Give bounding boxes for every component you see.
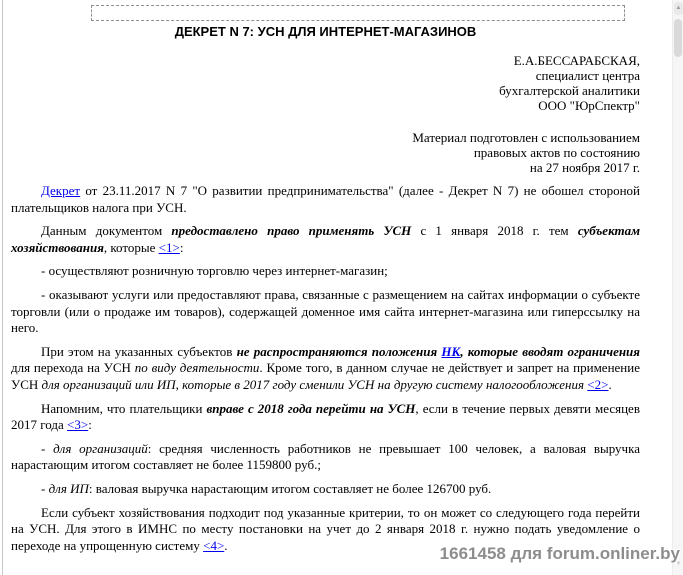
author-line: ООО "ЮрСпектр" xyxy=(538,98,640,113)
document-body xyxy=(11,183,640,554)
prepared-line: правовых актов по состоянию xyxy=(473,145,640,160)
text-run: При этом на указанных субъектов xyxy=(41,343,237,359)
paragraph xyxy=(11,401,640,434)
inline-link[interactable]: Декрет xyxy=(41,183,81,198)
inline-link[interactable]: <3> xyxy=(67,417,89,433)
text-run: , если в течение первых девяти месяцев 2017 года xyxy=(11,400,640,433)
paragraph xyxy=(11,223,640,256)
text-run: . xyxy=(224,537,228,553)
text-run: - xyxy=(41,440,54,456)
text-run: предоставлено право применять УСН xyxy=(171,223,412,239)
text-run: не распространяются положения xyxy=(236,343,442,359)
paragraph xyxy=(11,263,640,280)
text-run: - осуществляют розничную торговлю через интернет-магазин; xyxy=(41,263,388,279)
text-run: Если субъект хозяйствования подходит под указанные критерии, то он может со следующего года перейти на УСН. Для этого в ИМНС по месту постановки на учет до 2 января 2018 г. нужно подать уведомление о переходе на упрощенную систему xyxy=(11,504,640,553)
text-run: , которые xyxy=(103,239,159,255)
scrollbar-thumb[interactable] xyxy=(674,19,682,57)
inline-link[interactable]: НК xyxy=(441,343,461,359)
author-line: бухгалтерской аналитики xyxy=(499,83,640,98)
watermark: 1661458 для forum.onliner.by xyxy=(439,544,680,563)
inline-link[interactable]: <1> xyxy=(158,239,180,255)
page-left-border xyxy=(2,0,3,575)
up-arrow-icon: ▲ xyxy=(675,5,682,11)
empty-dashed-box xyxy=(91,5,625,21)
text-run: Данным документом xyxy=(41,223,172,239)
text-run: для ИП xyxy=(48,480,89,496)
text-run: : валовая выручка нарастающим итогом составляет не более 126700 руб. xyxy=(88,480,492,496)
prepared-note-block xyxy=(11,130,640,175)
paragraph xyxy=(11,344,640,394)
vertical-scrollbar[interactable] xyxy=(672,0,683,575)
text-run: Напомним, что плательщики xyxy=(41,400,207,416)
document-title: ДЕКРЕТ N 7: УСН ДЛЯ ИНТЕРНЕТ-МАГАЗИНОВ xyxy=(174,24,477,39)
text-run: - оказывают услуги или предоставляют права, связанные с размещением на сайтах информации о субъекте торговли (или о продаже им товаров), содержащей доменное имя сайта интернет-магазина или гиперссылку на него. xyxy=(11,286,640,336)
paragraph xyxy=(11,183,640,216)
paragraph xyxy=(11,481,640,498)
text-run: от 23.11.2017 N 7 "О развитии предпринимательства" (далее - Декрет N 7) не обошел стороной плательщиков налога при УСН. xyxy=(11,183,640,215)
text-run: : средняя численность работников не превышает 100 человек, а валовая выручка нарастающим итогом составляет не более 1159800 руб.; xyxy=(11,440,640,473)
author-line: специалист центра xyxy=(535,68,640,83)
paragraph xyxy=(11,441,640,474)
inline-link[interactable]: <4> xyxy=(203,537,225,553)
text-run: : xyxy=(179,239,184,255)
text-run: , которые вводят ограничения xyxy=(460,343,640,359)
document-content xyxy=(11,5,640,561)
text-run: - xyxy=(41,480,49,496)
paragraph xyxy=(11,287,640,337)
text-run: . Кроме того, в данном случае не действует и запрет на применение УСН xyxy=(11,360,640,392)
text-run: субъектам хозяйствования xyxy=(11,223,641,255)
text-run: : xyxy=(88,417,92,433)
text-run: для организаций или ИП, которые в 2017 году сменили УСН на другую систему налогообложения xyxy=(41,376,588,392)
down-arrow-icon: ▼ xyxy=(675,561,682,567)
text-run: . xyxy=(608,376,612,392)
author-block xyxy=(11,53,640,113)
text-run: вправе с 2018 года перейти на УСН xyxy=(206,400,416,416)
prepared-line: Материал подготовлен с использованием xyxy=(412,130,640,145)
text-run: с 1 января 2018 г. тем xyxy=(411,223,578,239)
prepared-line: на 27 ноября 2017 г. xyxy=(529,160,640,175)
author-line: Е.А.БЕССАРАБСКАЯ, xyxy=(513,53,640,68)
inline-link[interactable]: <2> xyxy=(587,376,609,392)
scroll-up-button[interactable] xyxy=(674,2,683,15)
text-run: для организаций xyxy=(53,440,148,456)
text-run: для перехода на УСН xyxy=(11,360,135,376)
text-run: по виду деятельности xyxy=(134,360,260,376)
